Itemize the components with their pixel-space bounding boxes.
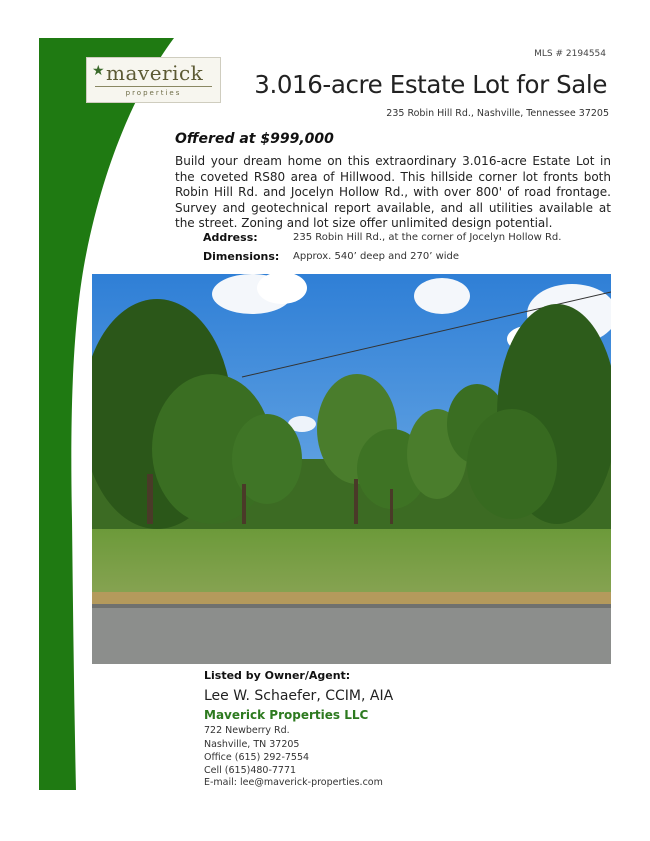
company-name: Maverick Properties LLC [204,708,369,722]
office-phone: Office (615) 292-7554 [204,752,310,763]
listing-description: Build your dream home on this extraordinary 3.016-acre Estate Lot in the coveted RS80 area of Hillwood. This hillside corner lot fronts both Robin Hill Rd. and Jocelyn Hollow Rd., with over 800' of road frontage. Survey and geotechnical report available, and all utilities available at the street. Zoning and lot size offer unlimited design potential. [175,154,611,230]
maverick-logo [86,57,221,103]
street-address: 722 Newberry Rd. [204,725,290,736]
mls-number: MLS # 2194554 [534,49,606,59]
agent-name: Lee W. Schaefer, CCIM, AIA [204,688,394,704]
offer-price: Offered at $999,000 [175,131,334,147]
cell-phone: Cell (615)480-7771 [204,765,297,776]
header-address: 235 Robin Hill Rd., Nashville, Tennessee 37205 [386,108,609,119]
property-photo [92,274,611,664]
listed-by-heading: Listed by Owner/Agent: [204,669,351,682]
logo-subtitle: properties [125,89,182,97]
address-value: 235 Robin Hill Rd., at the corner of Jocelyn Hollow Rd. [293,232,562,243]
logo-divider [95,86,212,87]
dimensions-label: Dimensions: [203,250,280,263]
city-state-zip: Nashville, TN 37205 [204,739,300,750]
email-address[interactable]: E-mail: lee@maverick-properties.com [204,777,383,788]
dimensions-value: Approx. 540’ deep and 270’ wide [293,251,460,262]
logo-name: maverick [106,61,204,85]
star-icon: ★ [92,63,105,79]
address-label: Address: [203,231,258,244]
page-title: 3.016-acre Estate Lot for Sale [254,70,607,99]
